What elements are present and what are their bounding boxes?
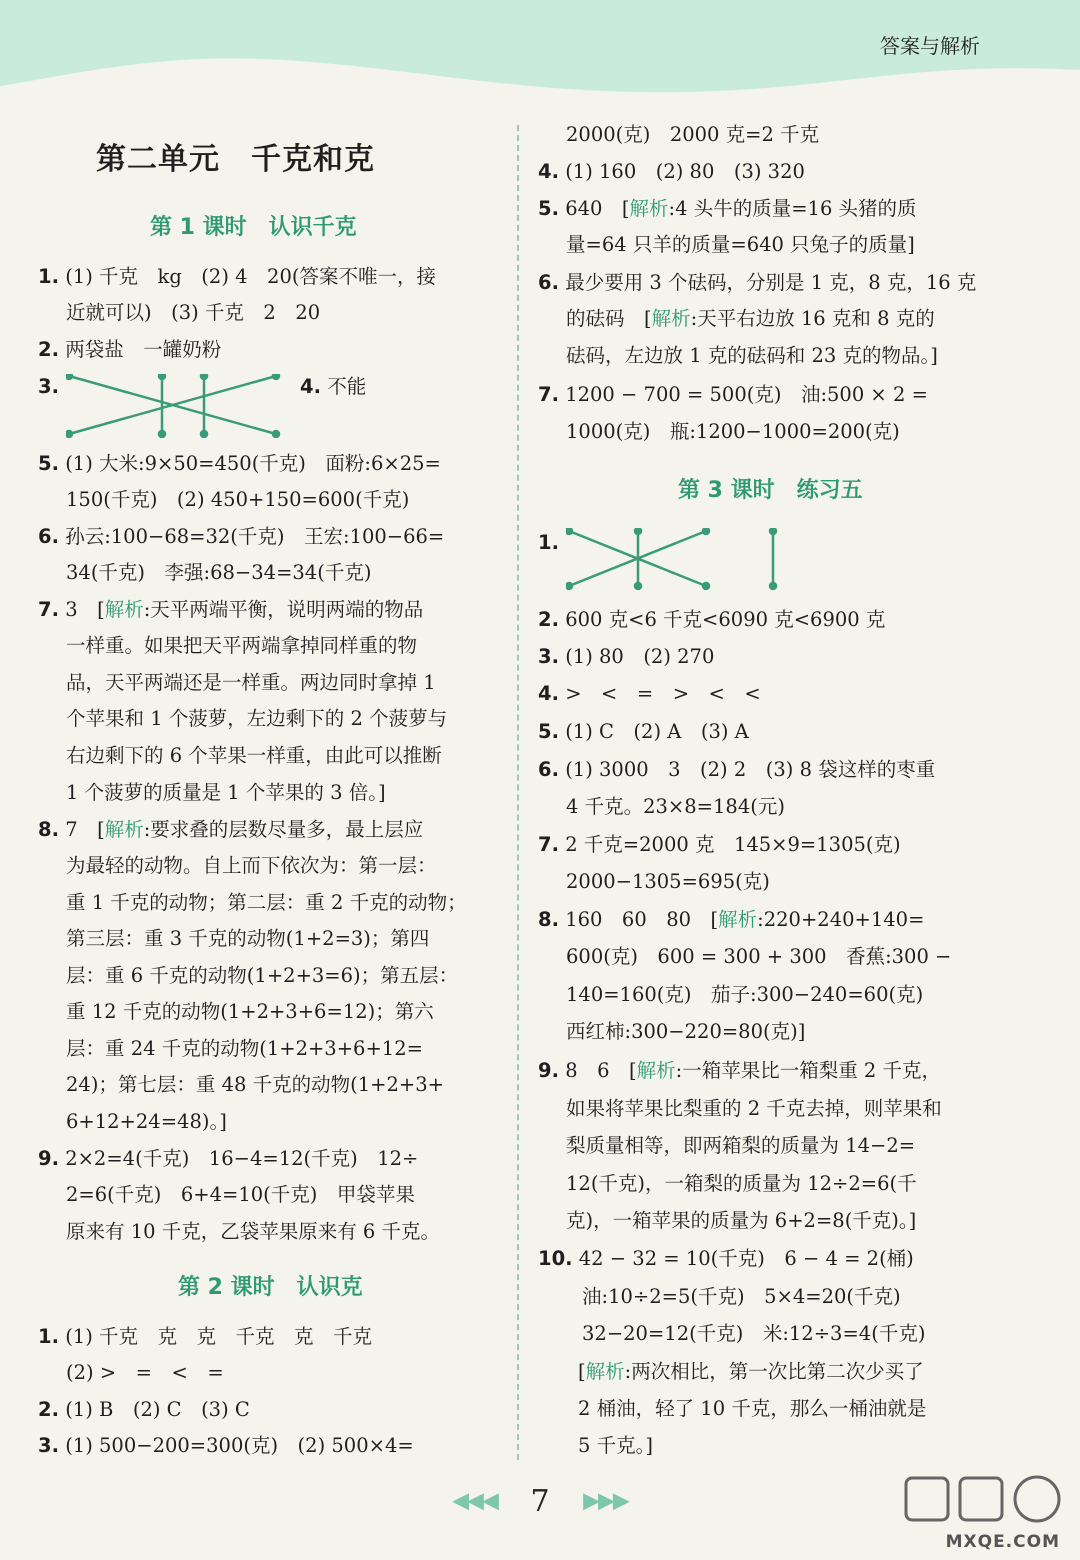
unit-title: 第二单元 千克和克 bbox=[96, 142, 375, 177]
lesson2-answer-4: 4. (1) 160 (2) 80 (3) 320 bbox=[538, 160, 805, 183]
lesson2-answer-6: 6. 最少要用 3 个砝码，分别是 1 克，8 克，16 克 bbox=[538, 271, 977, 294]
lesson3-answer-9-cont: 克)，一箱苹果的质量为 6+2=8(千克)。] bbox=[566, 1209, 917, 1232]
answer-1: 1. (1) 千克 kg (2) 4 20(答案不唯一，接 bbox=[38, 265, 436, 288]
left-arrows-icon: ◀◀◀ bbox=[452, 1488, 497, 1514]
answer-8-cont: 重 12 千克的动物(1+2+3+6=12)；第六 bbox=[66, 1000, 434, 1023]
lesson3-answer-8-cont: 西红柿:300−220=80(克)] bbox=[566, 1020, 806, 1043]
answer-8: 8. 7 [解析:要求叠的层数尽量多，最上层应 bbox=[38, 818, 424, 841]
lesson2-answer-1: 1. (1) 千克 克 克 千克 克 千克 bbox=[38, 1325, 373, 1348]
lesson2-answer-1-cont: (2) > = < = bbox=[66, 1361, 224, 1384]
lesson3-answer-3: 3. (1) 80 (2) 270 bbox=[538, 645, 715, 668]
lesson3-answer-8: 8. 160 60 80 [解析:220+240+140= bbox=[538, 908, 925, 931]
column-divider bbox=[517, 125, 519, 1460]
lesson2-answer-6-cont: 的砝码 [解析:天平右边放 16 克和 8 克的 bbox=[566, 307, 935, 330]
lesson2-answer-5-cont: 量=64 只羊的质量=640 只兔子的质量] bbox=[566, 233, 915, 256]
lesson3-answer-10-cont: [解析:两次相比，第一次比第二次少买了 bbox=[578, 1360, 924, 1383]
lesson3-answer-1: 1. bbox=[538, 531, 559, 554]
answer-8-cont: 第三层：重 3 千克的动物(1+2=3)；第四 bbox=[66, 927, 430, 950]
lesson3-answer-9: 9. 8 6 [解析:一箱苹果比一箱梨重 2 千克， bbox=[538, 1059, 941, 1082]
lesson3-answer-7-cont: 2000−1305=695(克) bbox=[566, 870, 770, 893]
lesson3-answer-10-cont: 32−20=12(千克) 米:12÷3=4(千克) bbox=[582, 1322, 926, 1345]
lesson3-answer-8-cont: 600(克) 600 = 300 + 300 香蕉:300 − bbox=[566, 945, 952, 968]
lesson2-answer-7-cont: 1000(克) 瓶:1200−1000=200(克) bbox=[566, 420, 900, 443]
answer-8-cont: 层：重 6 千克的动物(1+2+3=6)；第五层： bbox=[66, 964, 459, 987]
lesson3-answer-7: 7. 2 千克=2000 克 145×9=1305(克) bbox=[538, 833, 901, 856]
lesson3-answer-8-cont: 140=160(克) 茄子:300−240=60(克) bbox=[566, 983, 924, 1006]
header-wave-band bbox=[0, 0, 1080, 120]
lesson-1-title: 第 1 课时 认识千克 bbox=[150, 215, 357, 240]
answer-7-cont: 1 个菠萝的质量是 1 个苹果的 3 倍。] bbox=[66, 781, 386, 804]
lesson3-answer-2: 2. 600 克<6 千克<6090 克<6900 克 bbox=[538, 608, 886, 631]
matching-diagram-1 bbox=[66, 374, 286, 438]
lesson-3-title: 第 3 课时 练习五 bbox=[678, 478, 863, 503]
answer-7: 7. 3 [解析:天平两端平衡，说明两端的物品 bbox=[38, 598, 424, 621]
watermark-text: MXQE.COM bbox=[945, 1532, 1060, 1552]
lesson2-answer-5: 5. 640 [解析:4 头牛的质量=16 头猪的质 bbox=[538, 197, 917, 220]
answer-1-cont: 近就可以) (3) 千克 2 20 bbox=[66, 301, 321, 324]
lesson3-answer-10: 10. 42 − 32 = 10(千克) 6 − 4 = 2(桶) bbox=[538, 1247, 914, 1270]
answer-3: 3. bbox=[38, 375, 59, 398]
answer-5-cont: 150(千克) (2) 450+150=600(千克) bbox=[66, 488, 410, 511]
answer-8-cont: 24)；第七层：重 48 千克的动物(1+2+3+ bbox=[66, 1073, 444, 1096]
answer-3-cont: 2000(克) 2000 克=2 千克 bbox=[566, 123, 820, 146]
answer-7-cont: 品，天平两端还是一样重。两边同时拿掉 1 bbox=[66, 671, 436, 694]
lesson3-answer-9-cont: 12(千克)，一箱梨的质量为 12÷2=6(千 bbox=[566, 1172, 917, 1195]
lesson3-answer-9-cont: 如果将苹果比梨重的 2 千克去掉，则苹果和 bbox=[566, 1097, 942, 1120]
answer-8-cont: 为最轻的动物。自上而下依次为：第一层： bbox=[66, 854, 437, 877]
matching-diagram-2 bbox=[566, 528, 786, 592]
answer-9-cont: 原来有 10 千克，乙袋苹果原来有 6 千克。 bbox=[66, 1220, 441, 1243]
answer-6-cont: 34(千克) 李强:68−34=34(千克) bbox=[66, 561, 372, 584]
lesson2-answer-6-cont: 砝码，左边放 1 克的砝码和 23 克的物品。] bbox=[566, 344, 938, 367]
right-arrows-icon: ▶▶▶ bbox=[583, 1488, 628, 1514]
answer-8-cont: 重 1 千克的动物；第二层：重 2 千克的动物； bbox=[66, 891, 467, 914]
answer-7-cont: 一样重。如果把天平两端拿掉同样重的物 bbox=[66, 634, 418, 657]
lesson3-answer-5: 5. (1) C (2) A (3) A bbox=[538, 720, 749, 743]
lesson3-answer-6-cont: 4 千克。23×8=184(元) bbox=[566, 795, 785, 818]
answer-9-cont: 2=6(千克) 6+4=10(千克) 甲袋苹果 bbox=[66, 1183, 415, 1206]
lesson-2-title: 第 2 课时 认识克 bbox=[178, 1275, 363, 1300]
lesson3-answer-10-cont: 2 桶油，轻了 10 千克，那么一桶油就是 bbox=[578, 1397, 927, 1420]
lesson3-answer-6: 6. (1) 3000 3 (2) 2 (3) 8 袋这样的枣重 bbox=[538, 758, 936, 781]
lesson3-answer-4: 4. > < = > < < bbox=[538, 682, 761, 705]
lesson2-answer-3: 3. (1) 500−200=300(克) (2) 500×4= bbox=[38, 1434, 414, 1457]
answer-2: 2. 两袋盐 一罐奶粉 bbox=[38, 338, 222, 361]
lesson3-answer-10-cont: 油:10÷2=5(千克) 5×4=20(千克) bbox=[582, 1285, 901, 1308]
answer-8-cont: 层：重 24 千克的动物(1+2+3+6+12= bbox=[66, 1037, 423, 1060]
lesson3-answer-9-cont: 梨质量相等，即两箱梨的质量为 14−2= bbox=[566, 1134, 916, 1157]
answer-4: 4. 不能 bbox=[300, 375, 367, 398]
answer-7-cont: 右边剩下的 6 个苹果一样重，由此可以推断 bbox=[66, 744, 442, 767]
answer-8-cont: 6+12+24=48)。] bbox=[66, 1110, 227, 1133]
answer-7-cont: 个苹果和 1 个菠萝，左边剩下的 2 个菠萝与 bbox=[66, 707, 448, 730]
lesson3-answer-10-cont: 5 千克。] bbox=[578, 1434, 653, 1457]
page-number: 7 bbox=[530, 1483, 550, 1519]
lesson2-answer-7: 7. 1200 − 700 = 500(克) 油:500 × 2 = bbox=[538, 383, 928, 406]
lesson2-answer-2: 2. (1) B (2) C (3) C bbox=[38, 1398, 250, 1421]
section-label: 答案与解析 bbox=[880, 34, 980, 58]
answer-5: 5. (1) 大米:9×50=450(千克) 面粉:6×25= bbox=[38, 452, 441, 475]
answer-6: 6. 孙云:100−68=32(千克) 王宏:100−66= bbox=[38, 525, 445, 548]
answer-9: 9. 2×2=4(千克) 16−4=12(千克) 12÷ bbox=[38, 1147, 419, 1170]
